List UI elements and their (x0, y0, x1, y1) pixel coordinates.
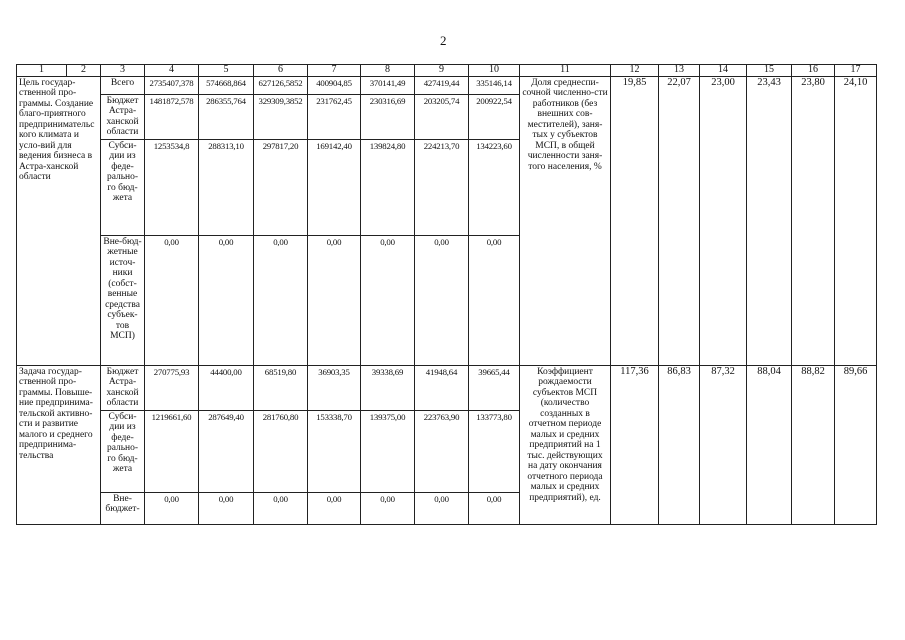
target-value-cell: 19,85 (611, 76, 659, 365)
column-number-header: 4 (145, 65, 199, 77)
funding-value-cell: 0,00 (361, 235, 415, 365)
funding-source-cell: Всего (101, 76, 145, 94)
funding-value-cell: 230316,69 (361, 94, 415, 139)
goal-cell: Задача государ-ственной про-граммы. Повыше-ние предпринима-тельской активно-сти и развитие малого и среднего предпринима-тельства (17, 365, 101, 524)
funding-value-cell: 0,00 (254, 492, 308, 524)
funding-value-cell: 286355,764 (199, 94, 254, 139)
funding-value-cell: 0,00 (415, 492, 469, 524)
target-value-cell: 88,04 (747, 365, 792, 524)
funding-value-cell: 270775,93 (145, 365, 199, 410)
column-number-header: 11 (520, 65, 611, 77)
funding-value-cell: 203205,74 (415, 94, 469, 139)
target-value-cell: 22,07 (659, 76, 700, 365)
target-value-cell: 117,36 (611, 365, 659, 524)
funding-value-cell: 400904,85 (308, 76, 361, 94)
funding-value-cell: 329309,3852 (254, 94, 308, 139)
target-value-cell: 24,10 (835, 76, 877, 365)
funding-value-cell: 231762,45 (308, 94, 361, 139)
funding-value-cell: 370141,49 (361, 76, 415, 94)
funding-value-cell: 0,00 (145, 492, 199, 524)
target-value-cell: 86,83 (659, 365, 700, 524)
column-number-header: 2 (67, 65, 101, 77)
funding-source-cell: Вне-бюджет- (101, 492, 145, 524)
target-value-cell: 89,66 (835, 365, 877, 524)
funding-source-cell: Вне-бюд-жетные источ-ники (собст-венные средства субъек-тов МСП) (101, 235, 145, 365)
column-number-header: 16 (792, 65, 835, 77)
funding-value-cell: 39338,69 (361, 365, 415, 410)
funding-value-cell: 0,00 (199, 492, 254, 524)
funding-value-cell: 39665,44 (469, 365, 520, 410)
funding-value-cell: 139824,80 (361, 139, 415, 235)
page-number: 2 (440, 33, 447, 48)
target-value-cell: 23,00 (700, 76, 747, 365)
column-number-header: 6 (254, 65, 308, 77)
funding-value-cell: 133773,80 (469, 410, 520, 492)
funding-value-cell: 224213,70 (415, 139, 469, 235)
target-value-cell: 87,32 (700, 365, 747, 524)
column-number-header: 7 (308, 65, 361, 77)
funding-value-cell: 153338,70 (308, 410, 361, 492)
funding-source-cell: Бюджет Астра-ханской области (101, 94, 145, 139)
funding-value-cell: 1219661,60 (145, 410, 199, 492)
funding-value-cell: 0,00 (469, 235, 520, 365)
funding-value-cell: 1253534,8 (145, 139, 199, 235)
table-row (17, 76, 877, 94)
funding-value-cell: 0,00 (361, 492, 415, 524)
target-value-cell: 23,80 (792, 76, 835, 365)
funding-source-cell: Бюджет Астра-ханской области (101, 365, 145, 410)
column-number-header: 17 (835, 65, 877, 77)
funding-value-cell: 41948,64 (415, 365, 469, 410)
indicator-cell: Доля среднеспи-сочной численно-сти работников (без внешних сов-местителей), заня-тых у субъектов МСП, в общей численности заня-того населения, % (520, 76, 611, 365)
funding-value-cell: 36903,35 (308, 365, 361, 410)
funding-value-cell: 0,00 (254, 235, 308, 365)
funding-value-cell: 297817,20 (254, 139, 308, 235)
column-number-header: 3 (101, 65, 145, 77)
funding-value-cell: 139375,00 (361, 410, 415, 492)
column-number-header: 15 (747, 65, 792, 77)
funding-value-cell: 627126,5852 (254, 76, 308, 94)
funding-source-cell: Субси-дии из феде-рально-го бюд-жета (101, 139, 145, 235)
column-number-header: 13 (659, 65, 700, 77)
funding-value-cell: 2735407,378 (145, 76, 199, 94)
funding-value-cell: 68519,80 (254, 365, 308, 410)
funding-value-cell: 0,00 (469, 492, 520, 524)
column-number-header: 5 (199, 65, 254, 77)
table-row (17, 365, 877, 410)
funding-value-cell: 44400,00 (199, 365, 254, 410)
goal-cell: Цель государ-ственной про-граммы. Создание благо-приятного предпринимательского климата и усло-вий для ведения бизнеса в Астра-ханской области (17, 76, 101, 365)
funding-value-cell: 0,00 (199, 235, 254, 365)
funding-value-cell: 223763,90 (415, 410, 469, 492)
column-number-header: 10 (469, 65, 520, 77)
target-value-cell: 23,43 (747, 76, 792, 365)
funding-value-cell: 335146,14 (469, 76, 520, 94)
funding-value-cell: 0,00 (415, 235, 469, 365)
funding-value-cell: 287649,40 (199, 410, 254, 492)
funding-value-cell: 200922,54 (469, 94, 520, 139)
indicator-cell: Коэффициент рождаемости субъектов МСП (количество созданных в отчетном периоде малых и средних предприятий на 1 тыс. действующих на дату окончания отчетного периода малых и средних предприятий), ед. (520, 365, 611, 524)
funding-value-cell: 427419,44 (415, 76, 469, 94)
column-number-header: 1 (17, 65, 67, 77)
funding-source-cell: Субси-дии из феде-рально-го бюд-жета (101, 410, 145, 492)
funding-value-cell: 1481872,578 (145, 94, 199, 139)
target-value-cell: 88,82 (792, 365, 835, 524)
funding-value-cell: 0,00 (308, 235, 361, 365)
program-table (16, 64, 877, 525)
header-row (17, 65, 877, 77)
table-body (17, 65, 877, 525)
funding-value-cell: 169142,40 (308, 139, 361, 235)
column-number-header: 9 (415, 65, 469, 77)
funding-value-cell: 281760,80 (254, 410, 308, 492)
column-number-header: 12 (611, 65, 659, 77)
funding-value-cell: 0,00 (308, 492, 361, 524)
funding-value-cell: 134223,60 (469, 139, 520, 235)
column-number-header: 8 (361, 65, 415, 77)
column-number-header: 14 (700, 65, 747, 77)
funding-value-cell: 574668,864 (199, 76, 254, 94)
funding-value-cell: 0,00 (145, 235, 199, 365)
funding-value-cell: 288313,10 (199, 139, 254, 235)
